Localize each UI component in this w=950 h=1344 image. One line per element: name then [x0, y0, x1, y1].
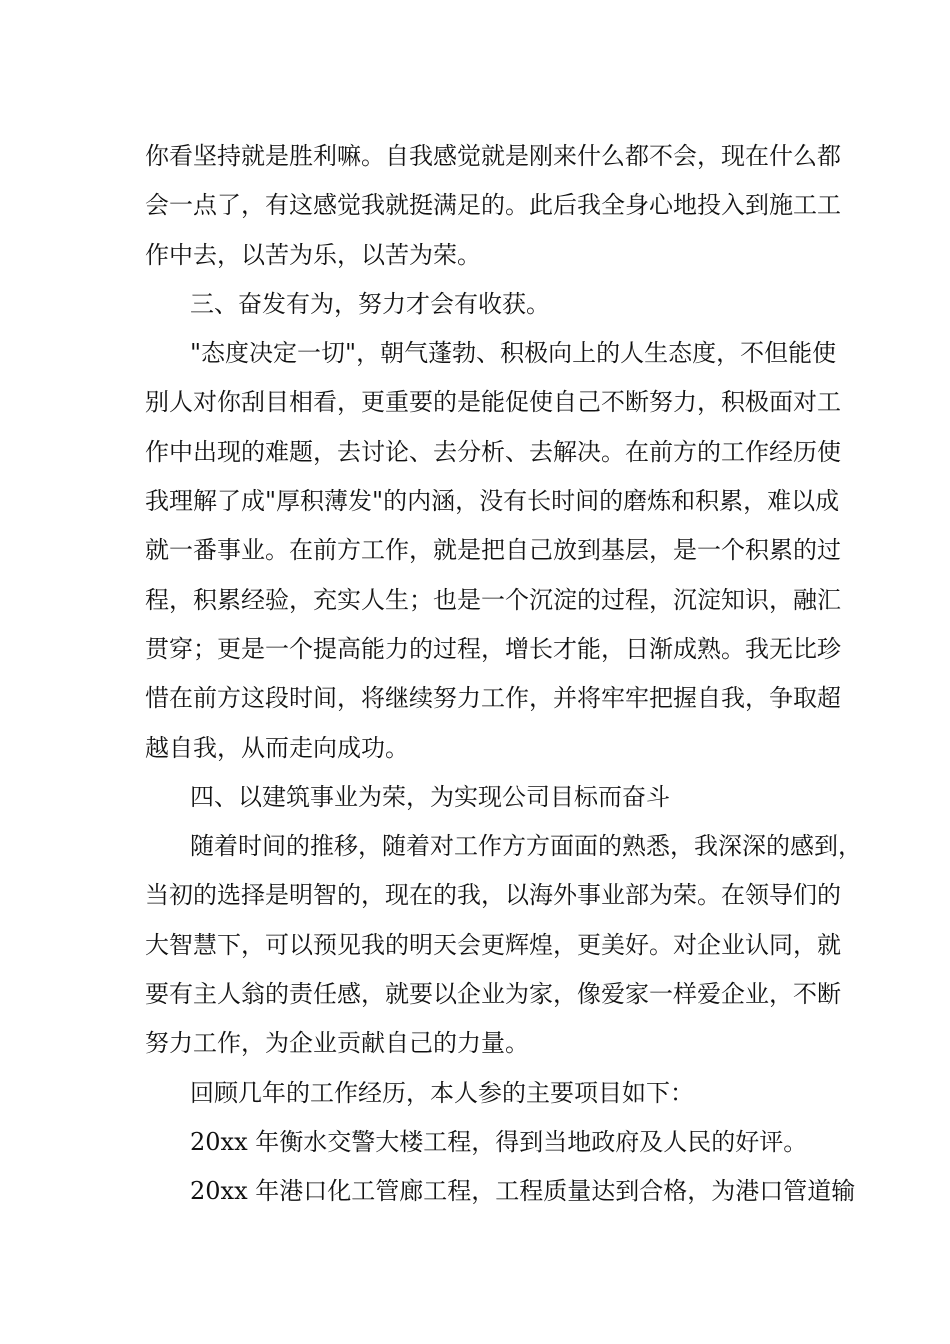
text-line: 当初的选择是明智的，现在的我，以海外事业部为荣。在领导们的	[145, 881, 841, 910]
document-body	[145, 132, 862, 1217]
text-line: 越自我，从而走向成功。	[145, 733, 409, 762]
text-line: 会一点了，有这感觉我就挺满足的。此后我全身心地投入到施工工	[145, 191, 841, 220]
text-line: "态度决定一切"，朝气蓬勃、积极向上的人生态度，不但能使	[190, 339, 837, 368]
text-line: 惜在前方这段时间，将继续努力工作，并将牢牢把握自我，争取超	[145, 684, 841, 713]
text-line: 贯穿；更是一个提高能力的过程，增长才能，日渐成熟。我无比珍	[145, 634, 841, 663]
section-heading: 三、奋发有为，努力才会有收获。	[190, 289, 550, 318]
text-line: 回顾几年的工作经历，本人参的主要项目如下：	[190, 1078, 694, 1107]
text-line: 努力工作，为企业贡献自己的力量。	[145, 1029, 529, 1058]
text-line: 别人对你刮目相看，更重要的是能促使自己不断努力，积极面对工	[145, 388, 841, 417]
text-line: 作中出现的难题，去讨论、去分析、去解决。在前方的工作经历使	[145, 437, 841, 466]
text-line: 你看坚持就是胜利嘛。自我感觉就是刚来什么都不会，现在什么都	[145, 142, 841, 170]
text-line: 随着时间的推移，随着对工作方方面面的熟悉，我深深的感到，	[190, 832, 862, 861]
project-item: 20xx 年衡水交警大楼工程，得到当地政府及人民的好评。	[190, 1127, 808, 1156]
text-line: 作中去，以苦为乐，以苦为荣。	[145, 240, 481, 269]
text-line: 程，积累经验，充实人生；也是一个沉淀的过程，沉淀知识，融汇	[145, 585, 841, 614]
text-line: 大智慧下，可以预见我的明天会更辉煌，更美好。对企业认同，就	[145, 930, 841, 959]
project-item: 20xx 年港口化工管廊工程，工程质量达到合格，为港口管道输	[190, 1177, 856, 1206]
text-line: 要有主人翁的责任感，就要以企业为家，像爱家一样爱企业，不断	[145, 980, 841, 1009]
text-line: 我理解了成"厚积薄发"的内涵，没有长时间的磨炼和积累，难以成	[145, 487, 840, 516]
text-line: 就一番事业。在前方工作，就是把自己放到基层，是一个积累的过	[145, 536, 841, 565]
section-heading: 四、以建筑事业为荣，为实现公司目标而奋斗	[190, 782, 670, 811]
